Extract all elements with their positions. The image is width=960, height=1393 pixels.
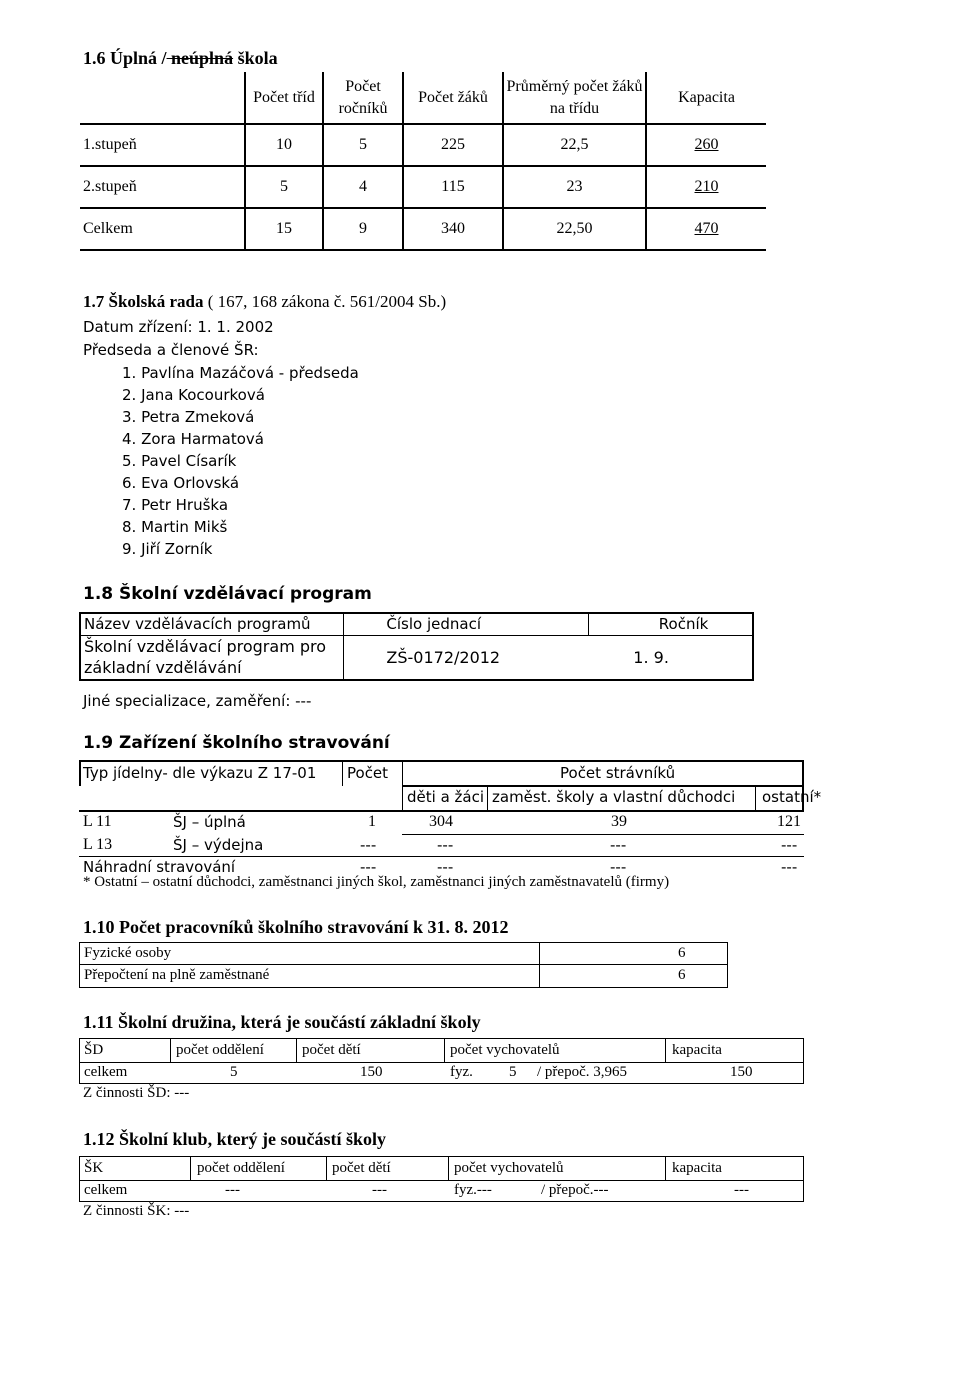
row-cell: fyz.	[450, 1064, 473, 1080]
border	[448, 1157, 449, 1180]
row-cell: / přepoč.---	[541, 1182, 609, 1198]
cell: 23	[503, 166, 646, 208]
header-grades: Počet ročníků	[323, 72, 403, 124]
row-label: Přepočtení na plně zaměstnané	[84, 967, 270, 983]
canteen-footnote: * Ostatní – ostatní důchodci, zaměstnanci jiných škol, zaměstnanci jiných zaměstnavatelů (firmy)	[83, 874, 670, 890]
cell: 115	[403, 166, 503, 208]
border	[79, 760, 81, 786]
header-classes: Počet tříd	[245, 72, 323, 124]
row-pupils: 304	[429, 813, 453, 830]
row-cell: / přepoč. 3,965	[537, 1064, 627, 1080]
border	[79, 810, 804, 812]
table-row	[80, 124, 766, 166]
list-item: 6. Eva Orlovská	[122, 474, 240, 492]
capacity-value: 260	[694, 136, 719, 153]
header-cell: počet vychovatelů	[454, 1160, 564, 1176]
row-cell: ---	[734, 1182, 749, 1198]
header-staff: zaměst. školy a vlastní důchodci	[492, 788, 736, 806]
row-label: Fyzické osoby	[84, 945, 172, 961]
header-pupils: Počet žáků	[403, 72, 503, 124]
section-1-10-title: 1.10 Počet pracovníků školního stravování k 31. 8. 2012	[83, 917, 509, 937]
cell: 5	[323, 124, 403, 166]
cell: 225	[403, 124, 503, 166]
cell: 340	[403, 208, 503, 250]
row-other: ---	[781, 836, 798, 854]
row-cell: 150	[730, 1064, 753, 1080]
members-list	[122, 362, 359, 560]
border	[79, 760, 804, 762]
row-cell: fyz.---	[454, 1182, 492, 1198]
title-bold: 1.7 Školská rada	[83, 292, 204, 311]
capacity-value: 470	[694, 220, 719, 237]
row-cell: ---	[372, 1182, 387, 1198]
cell-capacity	[646, 208, 766, 250]
school-club-activity: Z činnosti ŠK: ---	[83, 1203, 190, 1219]
header-cell: počet vychovatelů	[450, 1042, 560, 1058]
border	[342, 760, 343, 786]
row-value: 6	[678, 967, 686, 983]
cell: 22,50	[503, 208, 646, 250]
header-cell: počet dětí	[332, 1160, 391, 1176]
row-value: 6	[678, 945, 686, 961]
table-row	[80, 166, 766, 208]
list-item: 8. Martin Mikš	[122, 518, 228, 536]
row-cell: 150	[360, 1064, 383, 1080]
list-item: 4. Zora Harmatová	[122, 430, 264, 448]
row-type: ŠJ – výdejna	[173, 836, 264, 854]
border	[190, 1157, 191, 1180]
border	[665, 1157, 666, 1180]
header-empty	[80, 72, 245, 124]
border	[80, 1062, 803, 1063]
header-program-name: Název vzdělávacích programů	[80, 613, 344, 635]
border	[487, 785, 488, 812]
alt-value: ---	[610, 858, 627, 876]
header-cell: ŠD	[84, 1042, 104, 1058]
reference-number: ZŠ-0172/2012	[344, 635, 588, 680]
club-table	[79, 1038, 804, 1084]
other-specialization: Jiné specializace, zaměření: ---	[83, 692, 312, 710]
row-cell: 5	[509, 1064, 517, 1080]
cell: 22,5	[503, 124, 646, 166]
header-other: ostatní*	[762, 788, 822, 806]
row-label: 2.stupeň	[80, 166, 245, 208]
border	[665, 1039, 666, 1062]
title-text-end: škola	[233, 48, 278, 68]
members-label: Předseda a členové ŠR:	[83, 341, 259, 359]
grades-value: 1. 9.	[588, 635, 753, 680]
header-cell: ŠK	[84, 1160, 104, 1176]
border	[539, 943, 540, 987]
border	[402, 785, 403, 812]
title-struck-text: neúplná	[166, 48, 234, 68]
header-cell: kapacita	[672, 1042, 722, 1058]
list-item: 1. Pavlína Mazáčová - předseda	[122, 364, 359, 382]
row-code: L 11	[83, 813, 112, 830]
row-label: 1.stupeň	[80, 124, 245, 166]
row-count: ---	[360, 836, 377, 854]
program-table	[79, 612, 754, 681]
row-pupils: ---	[437, 836, 454, 854]
header-grade: Ročník	[588, 613, 753, 635]
founding-date: Datum zřízení: 1. 1. 2002	[83, 318, 274, 336]
cell: 10	[245, 124, 323, 166]
row-staff: ---	[610, 836, 627, 854]
table-row	[80, 208, 766, 250]
alt-value: ---	[360, 858, 377, 876]
header-pupils: děti a žáci	[407, 788, 485, 806]
row-cell: celkem	[84, 1182, 128, 1198]
table-header-row	[80, 72, 766, 124]
section-1-9-title: 1.9 Zařízení školního stravování	[83, 733, 390, 753]
staff-table	[79, 942, 728, 988]
cell: 15	[245, 208, 323, 250]
cell-capacity	[646, 124, 766, 166]
title-rest: ( 167, 168 zákona č. 561/2004 Sb.)	[203, 292, 447, 311]
header-cell: počet dětí	[302, 1042, 361, 1058]
cell: 5	[245, 166, 323, 208]
capacity-value: 210	[694, 178, 719, 195]
section-1-6-title	[83, 48, 278, 69]
border	[80, 1180, 803, 1181]
list-item: 9. Jiří Zorník	[122, 540, 213, 558]
program-name	[80, 635, 344, 680]
border	[79, 856, 804, 857]
alt-value: ---	[781, 858, 798, 876]
school-club-table	[79, 1156, 804, 1202]
border	[326, 1157, 327, 1180]
row-cell: ---	[225, 1182, 240, 1198]
row-count: 1	[368, 813, 376, 830]
header-type: Typ jídelny- dle výkazu Z 17-01	[83, 764, 317, 782]
border	[402, 785, 804, 787]
list-item: 7. Petr Hruška	[122, 496, 229, 514]
border	[170, 1039, 171, 1062]
alt-label: Náhradní stravování	[83, 858, 236, 876]
border	[80, 964, 727, 965]
header-capacity: Kapacita	[646, 72, 766, 124]
row-other: 121	[777, 813, 801, 830]
section-1-7-title	[83, 292, 446, 312]
cell: 4	[323, 166, 403, 208]
header-cell: počet oddělení	[176, 1042, 264, 1058]
header-reference: Číslo jednací	[344, 613, 588, 635]
header-diners: Počet strávníků	[560, 764, 676, 782]
row-label: Celkem	[80, 208, 245, 250]
border	[402, 760, 403, 786]
section-1-11-title: 1.11 Školní družina, která je součástí základní školy	[83, 1012, 481, 1032]
program-line: Školní vzdělávací program pro	[84, 637, 327, 657]
canteen-table	[79, 760, 822, 876]
header-count: Počet	[347, 764, 389, 782]
border	[755, 785, 756, 812]
cell-capacity	[646, 166, 766, 208]
list-item: 2. Jana Kocourková	[122, 386, 265, 404]
header-cell: kapacita	[672, 1160, 722, 1176]
header-cell: počet oddělení	[197, 1160, 285, 1176]
section-1-8-title: 1.8 Školní vzdělávací program	[83, 584, 372, 604]
row-code: L 13	[83, 836, 113, 853]
school-table	[80, 72, 766, 251]
row-staff: 39	[611, 813, 627, 830]
section-1-12-title: 1.12 Školní klub, který je součástí školy	[83, 1129, 387, 1149]
program-line: základní vzdělávání	[84, 658, 242, 678]
border	[444, 1039, 445, 1062]
club-activity: Z činnosti ŠD: ---	[83, 1085, 190, 1101]
border	[402, 834, 804, 835]
alt-value: ---	[437, 858, 454, 876]
list-item: 3. Petra Zmeková	[122, 408, 255, 426]
row-type: ŠJ – úplná	[173, 813, 246, 831]
header-avg: Průměrný počet žáků na třídu	[503, 72, 646, 124]
cell: 9	[323, 208, 403, 250]
table-header-row	[80, 613, 753, 635]
row-cell: celkem	[84, 1064, 128, 1080]
title-text: 1.6 Úplná /	[83, 48, 167, 68]
row-cell: 5	[230, 1064, 238, 1080]
table-row	[80, 635, 753, 680]
border	[296, 1039, 297, 1062]
list-item: 5. Pavel Císarík	[122, 452, 237, 470]
